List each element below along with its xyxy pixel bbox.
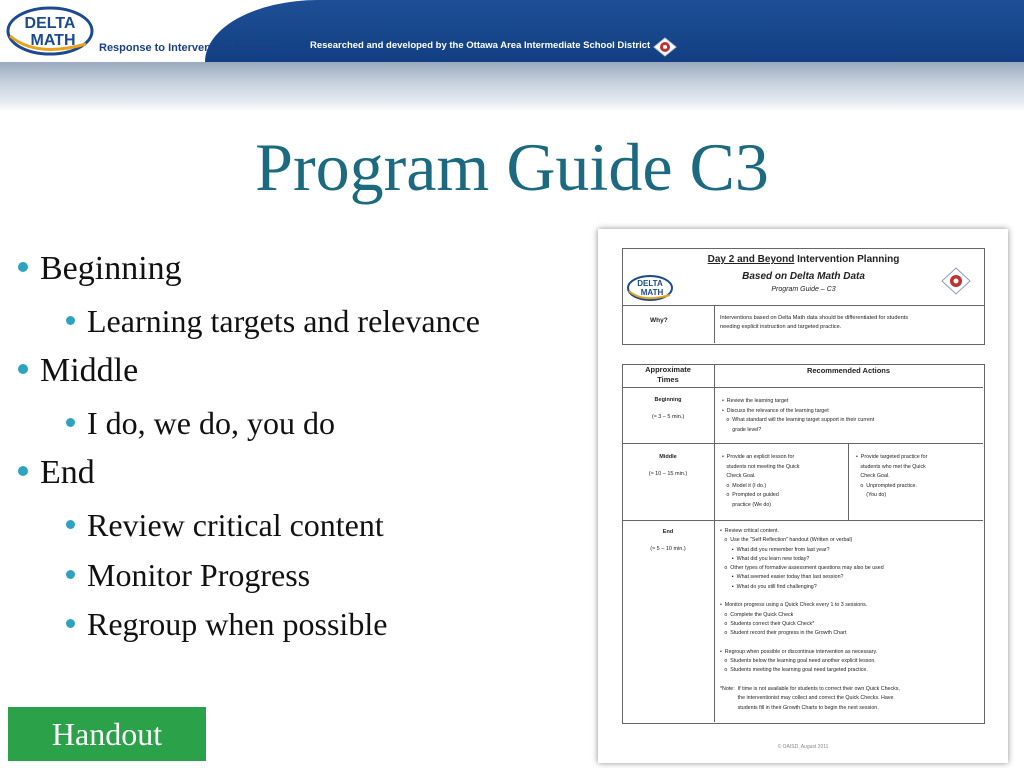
bullet-dot-icon bbox=[18, 262, 28, 272]
doc-row-divider-2 bbox=[622, 443, 983, 444]
doc-middle-label: Middle bbox=[659, 454, 677, 460]
doc-col-actions: Recommended Actions bbox=[806, 366, 891, 375]
header-silver-band bbox=[0, 62, 1024, 112]
oaisd-icon bbox=[652, 37, 678, 57]
doc-why-text-2: needing explicit instruction and targeted practice. bbox=[720, 324, 842, 330]
doc-middle-left-actions: • Provide an explicit lesson for students not meeting the Quick Check Goal. o Model it (I do.) o Prompted or guided practice (We do) bbox=[722, 454, 800, 508]
doc-row-divider-1 bbox=[622, 387, 983, 388]
bullet-beginning: Beginning bbox=[18, 250, 182, 288]
bullet-dot-icon bbox=[66, 418, 75, 427]
bullet-end: End bbox=[18, 454, 95, 492]
doc-why-text-1: Interventions based on Delta Math data should be differentiated for students bbox=[720, 315, 909, 321]
doc-col-divider bbox=[714, 364, 715, 722]
sub-bullet-i-do-we-do: I do, we do, you do bbox=[66, 405, 335, 442]
research-credit: Researched and developed by the Ottawa Area Intermediate School District bbox=[310, 40, 651, 51]
slide-title: Program Guide C3 bbox=[255, 129, 769, 205]
bullet-dot-icon bbox=[18, 364, 28, 374]
svg-text:DELTA: DELTA bbox=[637, 279, 663, 288]
logo-text-math: MATH bbox=[30, 32, 76, 49]
sub-bullet-monitor: Monitor Progress bbox=[66, 557, 310, 594]
sub-bullet-regroup: Regroup when possible bbox=[66, 606, 387, 643]
sub-bullet-learning-targets: Learning targets and relevance bbox=[66, 303, 480, 340]
bullet-dot-icon bbox=[66, 316, 75, 325]
doc-footer: © OAISD, August 2011 bbox=[777, 744, 829, 750]
doc-end-time: (≈ 5 – 10 min.) bbox=[650, 546, 686, 552]
doc-why-divider bbox=[622, 305, 715, 343]
doc-beginning-actions: • Review the learning target • Discuss the relevance of the learning target o What standard will the learning target support in their current grade level? bbox=[722, 398, 875, 433]
svg-text:MATH: MATH bbox=[640, 288, 664, 297]
doc-middle-right-actions: • Provide targeted practice for students who met the Quick Check Goal. o Unprompted practice. (You do) bbox=[856, 454, 928, 498]
doc-end-actions: • Review critical content. o Use the "Self Reflection" handout (Written or verbal) ▪ What did you remember from last year? ▪ What did you learn new today? o Other types of formative assessment questions may also be used ▪ What seemed easier today than last session? ▪ What do you still find challenging? • Monitor progress using a Quick Check every 1 to 3 sessions. o Complete the Quick Check o Students correct their Quick Check* o Student record their progress in the Growth Chart • Regroup when possible or discontinue intervention as necessary. o Students below the learning goal need another explicit lesson. o Students meeting the learning goal need targeted practice. *Note: If time is not available for students to correct their own Quick Checks, the interventionist may collect and correct the Quick Checks. Have students fill in their Growth Charts to begin the next session. bbox=[720, 528, 900, 711]
bullet-middle: Middle bbox=[18, 352, 138, 390]
bullet-dot-icon bbox=[66, 619, 75, 628]
header-banner bbox=[0, 0, 1024, 112]
doc-middle-time: (≈ 10 – 15 min.) bbox=[648, 471, 688, 477]
handout-button[interactable]: Handout bbox=[8, 707, 206, 761]
bullet-dot-icon bbox=[66, 570, 75, 579]
doc-guide-label: Program Guide – C3 bbox=[771, 286, 836, 293]
sub-bullet-review: Review critical content bbox=[66, 507, 384, 544]
doc-col-times-2: Times bbox=[657, 375, 679, 384]
doc-col-times-1: Approximate bbox=[645, 365, 691, 374]
doc-subtitle: Based on Delta Math Data bbox=[742, 271, 865, 282]
doc-end-label: End bbox=[662, 529, 674, 535]
doc-row-divider-3 bbox=[622, 520, 983, 521]
bullet-dot-icon bbox=[66, 520, 75, 529]
handout-document[interactable] bbox=[598, 229, 1008, 763]
delta-math-logo bbox=[6, 6, 94, 56]
logo-text-delta: DELTA bbox=[24, 15, 76, 32]
doc-title: Day 2 and Beyond Intervention Planning bbox=[707, 254, 900, 265]
doc-beginning-label: Beginning bbox=[654, 397, 682, 403]
doc-middle-divider bbox=[848, 443, 849, 520]
doc-delta-math-logo bbox=[626, 274, 674, 307]
doc-beginning-time: (≈ 3 – 5 min.) bbox=[651, 414, 685, 420]
delta-math-logo-icon bbox=[6, 6, 94, 56]
bullet-dot-icon bbox=[18, 466, 28, 476]
program-name: Response to Intervention Program bbox=[99, 42, 280, 54]
doc-why-label: Why? bbox=[650, 317, 668, 324]
doc-oaisd-icon bbox=[940, 267, 972, 302]
header-navy-band bbox=[205, 0, 1024, 62]
